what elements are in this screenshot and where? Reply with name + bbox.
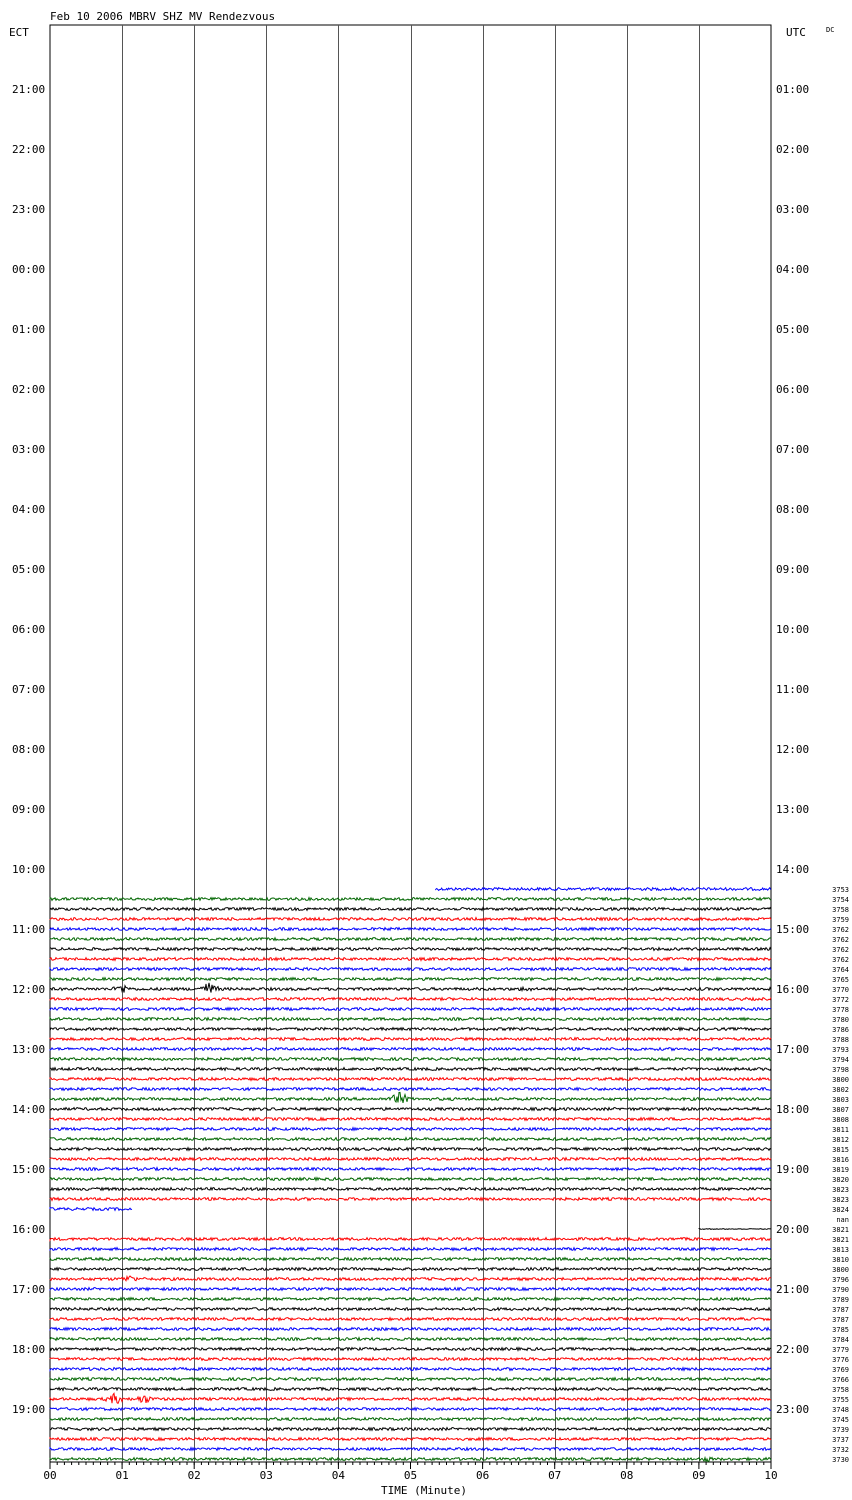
seismic-trace	[50, 1438, 771, 1441]
seismic-trace	[50, 1258, 771, 1261]
hour-label-utc: 16:00	[776, 983, 810, 996]
hour-label-ect: 19:00	[12, 1403, 46, 1416]
chart-title: Feb 10 2006 MBRV SHZ MV Rendezvous	[50, 10, 276, 23]
trace-label: 3786	[832, 1026, 849, 1034]
x-tick-label: 01	[115, 1469, 129, 1482]
hour-label-utc: 09:00	[776, 563, 810, 576]
hour-label-ect: 09:00	[12, 803, 46, 816]
seismic-trace	[50, 1288, 771, 1291]
seismic-trace	[50, 1118, 771, 1121]
trace-group	[50, 888, 771, 1462]
seismic-trace	[50, 898, 771, 901]
right-axis-label: UTC	[786, 26, 806, 39]
hour-label-utc: 18:00	[776, 1103, 810, 1116]
trace-label: 3766	[832, 1376, 849, 1384]
trace-label: 3762	[832, 946, 849, 954]
seismic-trace	[50, 1378, 771, 1381]
seismic-trace	[50, 918, 771, 921]
seismic-trace	[50, 1338, 771, 1341]
hour-label-ect: 15:00	[12, 1163, 46, 1176]
seismic-trace	[50, 1028, 771, 1031]
hour-label-ect: 00:00	[12, 263, 46, 276]
seismic-trace	[50, 1393, 771, 1403]
trace-label: 3821	[832, 1236, 849, 1244]
seismic-trace	[50, 1048, 771, 1051]
seismic-trace	[436, 888, 771, 891]
trace-label: 3812	[832, 1136, 849, 1144]
hour-label-ect: 01:00	[12, 323, 46, 336]
hour-label-ect: 10:00	[12, 863, 46, 876]
trace-label: nan	[836, 1216, 849, 1224]
seismic-trace	[50, 1128, 771, 1131]
trace-label: 3776	[832, 1356, 849, 1364]
seismic-trace	[50, 998, 771, 1001]
seismic-trace	[50, 1248, 771, 1251]
trace-label: 3745	[832, 1416, 849, 1424]
hour-label-ect: 05:00	[12, 563, 46, 576]
seismic-trace	[50, 1092, 771, 1103]
trace-label: 3800	[832, 1076, 849, 1084]
seismic-trace	[50, 1418, 771, 1421]
trace-label: 3737	[832, 1436, 849, 1444]
hour-label-ect: 17:00	[12, 1283, 46, 1296]
trace-label: 3789	[832, 1296, 849, 1304]
trace-label: 3748	[832, 1406, 849, 1414]
x-tick-label: 10	[764, 1469, 778, 1482]
hour-label-utc: 20:00	[776, 1223, 810, 1236]
trace-label: 3755	[832, 1396, 849, 1404]
hour-label-utc: 06:00	[776, 383, 810, 396]
trace-label: 3758	[832, 1386, 849, 1394]
trace-label: 3820	[832, 1176, 849, 1184]
seismic-trace	[50, 1428, 771, 1431]
trace-label: 3730	[832, 1456, 849, 1464]
seismic-trace	[50, 1268, 771, 1271]
seismic-trace	[50, 938, 771, 941]
trace-label: 3759	[832, 916, 849, 924]
x-tick-label: 08	[620, 1469, 634, 1482]
seismic-trace	[50, 1138, 771, 1141]
seismic-trace	[50, 908, 771, 911]
hour-label-ect: 18:00	[12, 1343, 46, 1356]
trace-label: 3813	[832, 1246, 849, 1254]
hour-label-ect: 13:00	[12, 1043, 46, 1056]
seismic-trace	[50, 1328, 771, 1331]
seismic-trace	[50, 1448, 771, 1451]
trace-label: 3800	[832, 1266, 849, 1274]
trace-label: 3788	[832, 1036, 849, 1044]
hour-label-ect: 16:00	[12, 1223, 46, 1236]
trace-label: 3794	[832, 1056, 849, 1064]
hour-label-ect: 11:00	[12, 923, 46, 936]
seismic-trace	[50, 1388, 771, 1391]
trace-label: 3770	[832, 986, 849, 994]
trace-label: 3787	[832, 1306, 849, 1314]
trace-label: 3803	[832, 1096, 849, 1104]
hour-label-utc: 07:00	[776, 443, 810, 456]
hour-label-ect: 22:00	[12, 143, 46, 156]
seismic-trace	[50, 968, 771, 971]
seismic-trace	[50, 1208, 132, 1211]
seismic-trace	[50, 1457, 771, 1461]
seismic-trace	[50, 1038, 771, 1041]
hour-label-utc: 03:00	[776, 203, 810, 216]
seismic-trace	[50, 1308, 771, 1311]
plot-frame	[50, 25, 771, 1462]
hour-label-ect: 23:00	[12, 203, 46, 216]
trace-label: 3758	[832, 906, 849, 914]
plot-grid	[50, 25, 771, 1462]
seismic-trace	[50, 1198, 771, 1201]
x-axis-title: TIME (Minute)	[380, 1484, 468, 1497]
trace-label: 3808	[832, 1116, 849, 1124]
trace-label: 3762	[832, 936, 849, 944]
trace-label: 3816	[832, 1156, 849, 1164]
trace-label: 3796	[832, 1276, 849, 1284]
seismic-trace	[50, 1348, 771, 1351]
hour-label-utc: 14:00	[776, 863, 810, 876]
trace-label: 3772	[832, 996, 849, 1004]
seismic-trace	[50, 1298, 771, 1301]
trace-label: 3823	[832, 1196, 849, 1204]
x-tick-label: 07	[548, 1469, 562, 1482]
hour-label-utc: 13:00	[776, 803, 810, 816]
hour-label-utc: 19:00	[776, 1163, 810, 1176]
left-axis-label: ECT	[9, 26, 29, 39]
trace-label: 3815	[832, 1146, 849, 1154]
trace-label: 3765	[832, 976, 849, 984]
seismic-trace	[50, 1178, 771, 1181]
hour-label-utc: 11:00	[776, 683, 810, 696]
trace-label: 3784	[832, 1336, 849, 1344]
trace-label: 3780	[832, 1016, 849, 1024]
trace-label: 3790	[832, 1286, 849, 1294]
trace-label: 3779	[832, 1346, 849, 1354]
hour-label-ect: 04:00	[12, 503, 46, 516]
hour-label-ect: 14:00	[12, 1103, 46, 1116]
hour-label-ect: 21:00	[12, 83, 46, 96]
trace-label: 3793	[832, 1046, 849, 1054]
seismic-trace	[50, 1276, 771, 1281]
trace-label: 3824	[832, 1206, 849, 1214]
hour-label-utc: 01:00	[776, 83, 810, 96]
seismic-trace	[50, 948, 771, 951]
hour-label-ect: 02:00	[12, 383, 46, 396]
hour-label-ect: 07:00	[12, 683, 46, 696]
seismic-trace	[50, 1318, 771, 1321]
seismic-trace	[50, 958, 771, 961]
trace-label: 3762	[832, 926, 849, 934]
x-tick-label: 04	[331, 1469, 346, 1482]
x-tick-label: 06	[475, 1469, 490, 1482]
seismic-trace	[50, 1148, 771, 1151]
seismic-trace	[50, 983, 771, 993]
trace-label: 3798	[832, 1066, 849, 1074]
x-tick-label: 00	[43, 1469, 57, 1482]
hour-label-utc: 12:00	[776, 743, 810, 756]
corner-label: DC	[826, 26, 835, 34]
hour-label-utc: 10:00	[776, 623, 810, 636]
trace-label: 3764	[832, 966, 849, 974]
x-tick-label: 09	[692, 1469, 706, 1482]
seismic-trace	[50, 1008, 771, 1011]
trace-label: 3823	[832, 1186, 849, 1194]
trace-label: 3754	[832, 896, 849, 904]
hour-label-utc: 04:00	[776, 263, 810, 276]
trace-label: 3819	[832, 1166, 849, 1174]
trace-label: 3753	[832, 886, 849, 894]
seismic-trace	[50, 1108, 771, 1111]
seismic-trace	[50, 928, 771, 931]
seismic-trace	[50, 1168, 771, 1171]
x-tick-label: 02	[187, 1469, 201, 1482]
trace-label: 3778	[832, 1006, 849, 1014]
trace-label: 3787	[832, 1316, 849, 1324]
seismic-trace	[50, 1018, 771, 1021]
seismic-trace	[50, 1368, 771, 1371]
hour-label-utc: 15:00	[776, 923, 810, 936]
trace-labels	[832, 886, 849, 1464]
trace-label: 3810	[832, 1256, 849, 1264]
x-tick-label: 05	[403, 1469, 418, 1482]
seismic-trace	[50, 1088, 771, 1091]
hour-label-utc: 17:00	[776, 1043, 810, 1056]
seismic-trace	[50, 1238, 771, 1241]
seismic-trace	[699, 1229, 771, 1230]
hour-label-ect: 08:00	[12, 743, 46, 756]
seismic-trace	[50, 1188, 771, 1191]
seismic-trace	[50, 1408, 771, 1411]
hour-label-utc: 22:00	[776, 1343, 810, 1356]
hour-label-ect: 12:00	[12, 983, 46, 996]
trace-label: 3762	[832, 956, 849, 964]
seismic-trace	[50, 1358, 771, 1361]
hour-label-utc: 23:00	[776, 1403, 810, 1416]
trace-label: 3785	[832, 1326, 849, 1334]
x-axis-ticks	[43, 1462, 777, 1482]
seismic-trace	[50, 1068, 771, 1071]
trace-label: 3739	[832, 1426, 849, 1434]
x-tick-label: 03	[259, 1469, 273, 1482]
hour-label-utc: 08:00	[776, 503, 810, 516]
hour-label-ect: 03:00	[12, 443, 46, 456]
trace-label: 3811	[832, 1126, 849, 1134]
trace-label: 3769	[832, 1366, 849, 1374]
seismic-trace	[50, 1078, 771, 1081]
trace-label: 3821	[832, 1226, 849, 1234]
trace-label: 3802	[832, 1086, 849, 1094]
hour-label-utc: 05:00	[776, 323, 810, 336]
seismic-trace	[50, 1058, 771, 1061]
seismic-trace	[50, 978, 771, 981]
seismic-trace	[50, 1158, 771, 1161]
hour-label-utc: 02:00	[776, 143, 810, 156]
hour-labels	[12, 83, 809, 1416]
hour-label-utc: 21:00	[776, 1283, 810, 1296]
hour-label-ect: 06:00	[12, 623, 46, 636]
trace-label: 3807	[832, 1106, 849, 1114]
trace-label: 3732	[832, 1446, 849, 1454]
